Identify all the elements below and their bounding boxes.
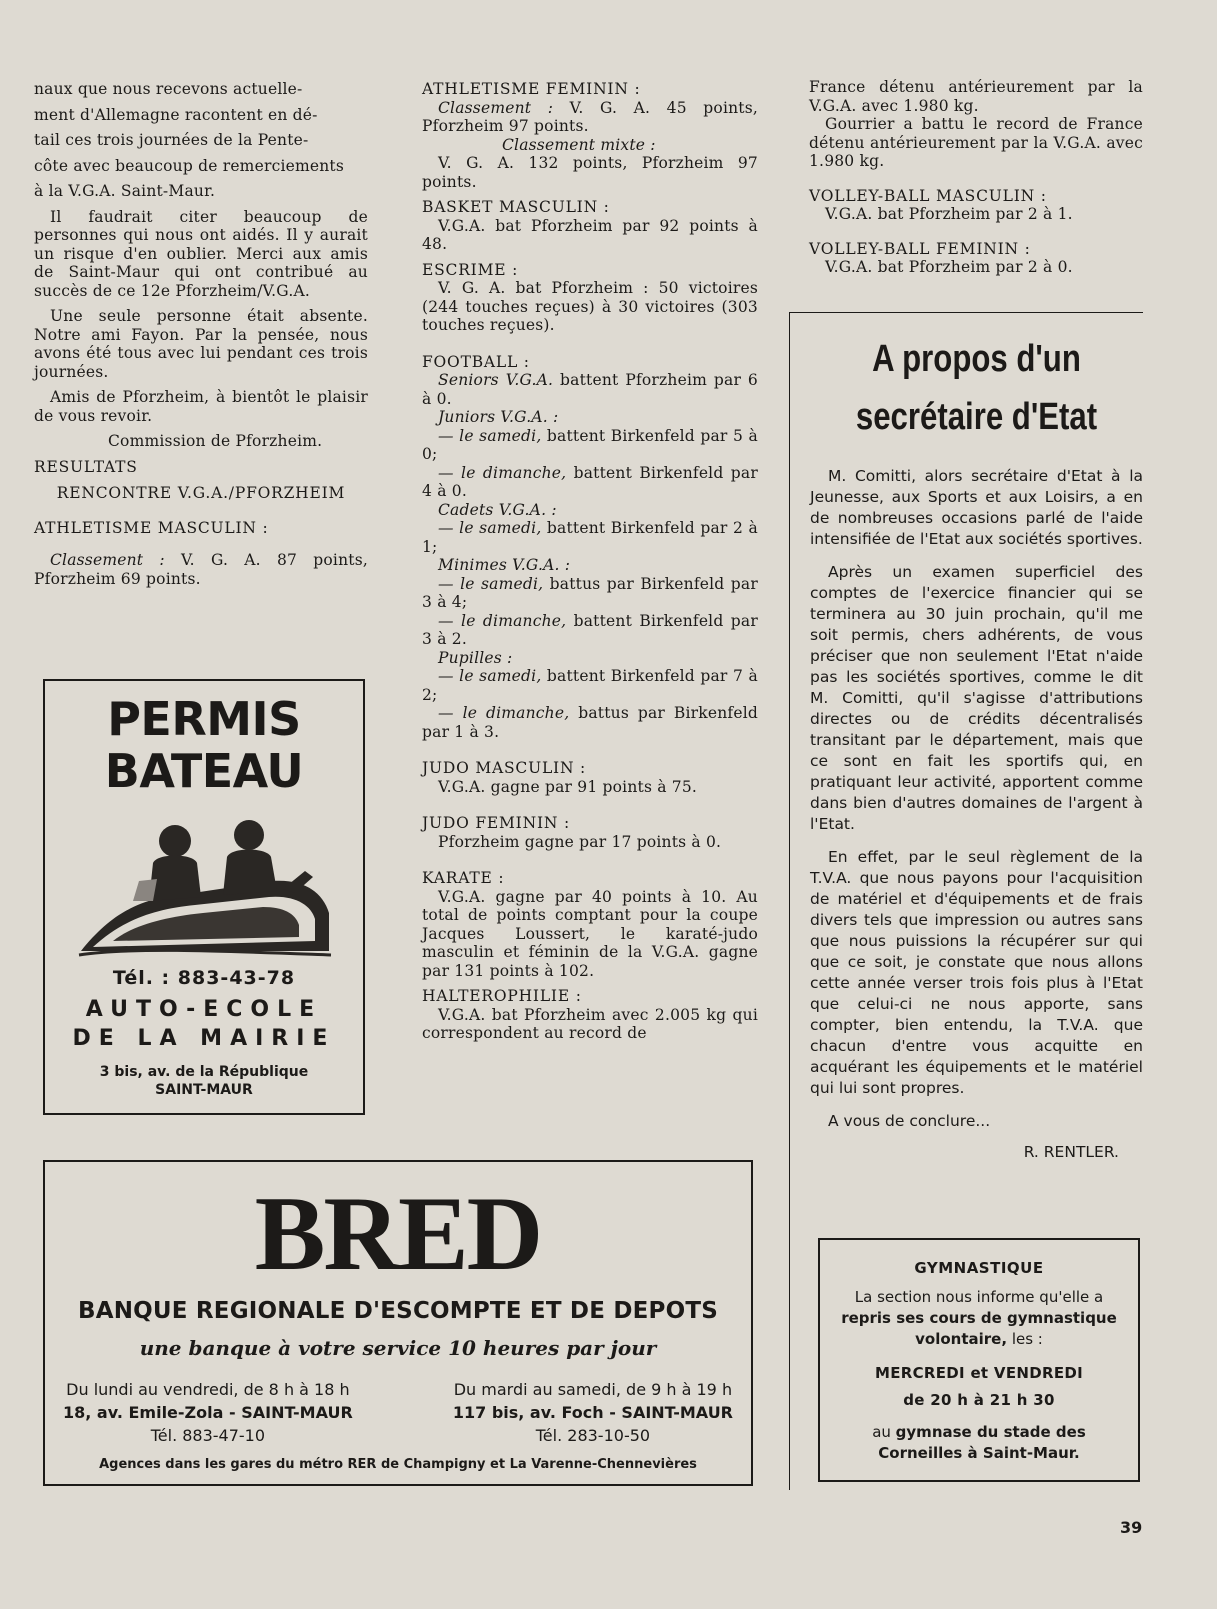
volley-women-result: V.G.A. bat Pforzheim par 2 à 0. [825, 258, 1073, 276]
ranking-label: Classement : [438, 98, 554, 117]
ad-phone: Tél. : 883-43-78 [112, 967, 296, 989]
football-line [422, 575, 758, 612]
football-label: Cadets V.G.A. : [438, 500, 557, 519]
intro-line: côte avec beaucoup de remerciements [34, 156, 345, 175]
record-paragraph-2: Gourrier a battu le record de France détenu antérieurement par la V.G.A. avec 1.980 kg. [809, 115, 1143, 170]
football-line [422, 704, 758, 741]
bred-logo: BRED [254, 1175, 542, 1292]
football-text: battent Birkenfeld par 5 à 0; [422, 426, 758, 463]
results-subtitle: RENCONTRE V.G.A./PFORZHEIM [56, 484, 346, 502]
commission-signature: Commission de Pforzheim. [108, 432, 323, 450]
gym-title: GYMNASTIQUE [914, 1259, 1044, 1277]
branch-hours: Du mardi au samedi, de 9 h à 19 h [453, 1380, 733, 1399]
intro-paragraph [34, 80, 368, 201]
football-line [422, 667, 758, 704]
athletics-women-heading: ATHLETISME FEMININ : [422, 80, 641, 98]
intro-line: à la V.G.A. Saint-Maur. [34, 182, 216, 200]
bred-agencies: Agences dans les gares du métro RER de Champigny et La Varenne-Chennevières [99, 1457, 697, 1472]
results-title: RESULTATS [34, 457, 138, 476]
football-line [422, 649, 758, 668]
gym-venue [834, 1422, 1124, 1464]
football-text: battent Birkenfeld par 3 à 2. [422, 611, 758, 648]
ranking-text: V. G. A. 87 points, Pforzheim 69 points. [34, 551, 368, 588]
football-label: Pupilles : [438, 648, 513, 667]
mixed-ranking-text: V. G. A. 132 points, Pforzheim 97 points. [422, 154, 758, 191]
bred-branches [45, 1378, 751, 1447]
ad-city: SAINT-MAUR [155, 1082, 253, 1098]
column-3 [809, 78, 1143, 284]
article [810, 330, 1143, 1163]
fencing-result: V. G. A. bat Pforzheim : 50 victoires (244 touches reçues) à 30 victoires (303 touches reçues). [422, 279, 758, 334]
football-text: battent Pforzheim par 6 à 0. [422, 371, 758, 408]
fencing-heading: ESCRIME : [422, 260, 519, 279]
article-paragraph: M. Comitti, alors secrétaire d'Etat à la Jeunesse, aux Sports et aux Loisirs, a en de nombreuses occasions parlé de l'aide intensifiée de l'Etat aux sociétés sportives. [810, 467, 1143, 548]
gymnastics-notice [818, 1238, 1140, 1482]
permis-bateau-ad [43, 679, 365, 1115]
branch-address: 117 bis, av. Foch - SAINT-MAUR [452, 1403, 733, 1422]
karate-result: V.G.A. gagne par 40 points à 10. Au total de points comptant pour la coupe Jacques Loussert, le karaté-judo masculin et féminin de la V.G.A. gagne par 131 points à 102. [422, 887, 758, 980]
page-number: 39 [1120, 1518, 1143, 1537]
gym-venue-b: gymnase du stade des Corneilles à Saint-Maur. [878, 1423, 1086, 1462]
volley-men-heading: VOLLEY-BALL MASCULIN : [809, 186, 1047, 205]
thanks-paragraph: Il faudrait citer beaucoup de personnes qui nous ont aidés. Il y aurait un risque d'en oublier. Merci aux amis de Saint-Maur qui ont contribué au succès de ce 12e Pforzheim/V.G.A. [34, 207, 368, 300]
football-line [422, 501, 758, 520]
judo-men-result: V.G.A. gagne par 91 points à 75. [438, 777, 698, 796]
branch-phone: Tél. 883-47-10 [150, 1426, 266, 1445]
judo-women-heading: JUDO FEMININ : [422, 814, 570, 832]
judo-women-result: Pforzheim gagne par 17 points à 0. [438, 832, 722, 851]
football-line [422, 556, 758, 575]
football-line [422, 519, 758, 556]
branch-address: 18, av. Emile-Zola - SAINT-MAUR [63, 1403, 353, 1422]
intro-line: ment d'Allemagne racontent en dé- [34, 105, 318, 124]
football-text: battent Birkenfeld par 4 à 0. [422, 463, 758, 500]
bred-full-name: BANQUE REGIONALE D'ESCOMPTE ET DE DEPOTS [77, 1298, 719, 1324]
mixed-ranking-label: Classement mixte : [502, 135, 656, 154]
bred-tagline: une banque à votre service 10 heures par jour [139, 1336, 657, 1360]
weightlifting-result: V.G.A. bat Pforzheim avec 2.005 kg qui correspondent au record de [422, 1005, 758, 1042]
article-top-rule [789, 312, 1143, 313]
football-label: — le samedi, [438, 574, 544, 593]
football-line [422, 612, 758, 649]
ad-title-bateau: BATEAU [104, 744, 304, 798]
column-2 [422, 80, 758, 1050]
article-paragraph: A vous de conclure... [828, 1112, 991, 1130]
gym-venue-a: au [872, 1423, 896, 1441]
bred-bank-ad [43, 1160, 753, 1486]
ranking-text: V. G. A. 45 points, Pforzheim 97 points. [422, 98, 758, 135]
karate-heading: KARATE : [422, 869, 505, 887]
football-label: Seniors V.G.A. [438, 371, 554, 389]
athletics-men-result [34, 551, 368, 588]
basket-heading: BASKET MASCULIN : [422, 198, 610, 216]
gym-text-a: La section nous informe qu'elle a [854, 1288, 1104, 1306]
article-paragraph: Après un examen superficiel des comptes de l'exercice financier qui se terminera au 30 juin prochain, qu'il me soit permis, chers adhérents, de vous préciser que non seulement l'Etat n'aide pas les sociétés sportives, comme le dit M. Comitti, qu'il s'agisse d'attributions directes ou de crédits décentralisés transitant par le département, mais que ce sont en fait les sportifs qui, en pratiquant leur activité, apportent comme dans bien d'autres domaines de l'argent à l'Etat. [810, 563, 1143, 833]
football-label: — le dimanche, [438, 704, 570, 722]
gym-hours: de 20 h à 21 h 30 [903, 1391, 1055, 1409]
basket-result: V.G.A. bat Pforzheim par 92 points à 48. [422, 216, 758, 253]
branch-phone: Tél. 283-10-50 [535, 1426, 651, 1445]
volley-women-heading: VOLLEY-BALL FEMININ : [809, 239, 1031, 258]
football-line [422, 408, 758, 427]
bred-branch [453, 1378, 733, 1447]
ad-address: 3 bis, av. de la République [99, 1064, 309, 1080]
article-side-rule [789, 312, 790, 1490]
football-line [422, 371, 758, 408]
branch-hours: Du lundi au vendredi, de 8 h à 18 h [66, 1380, 350, 1399]
football-text: battus par Birkenfeld par 3 à 4; [422, 574, 758, 611]
football-text: battus par Birkenfeld par 1 à 3. [422, 704, 758, 741]
intro-line: naux que nous recevons actuelle- [34, 80, 303, 98]
volley-men-result: V.G.A. bat Pforzheim par 2 à 1. [825, 205, 1073, 223]
athletics-women-result [422, 99, 758, 136]
football-label: — le samedi, [438, 519, 542, 537]
football-line [422, 427, 758, 464]
weightlifting-heading: HALTEROPHILIE : [422, 987, 582, 1005]
gym-announcement [834, 1287, 1124, 1350]
football-line [422, 464, 758, 501]
judo-men-heading: JUDO MASCULIN : [422, 759, 587, 777]
ranking-label: Classement : [50, 551, 165, 569]
gym-text-b: repris ses cours de gymnastique volontaire, [841, 1309, 1117, 1348]
gym-days: MERCREDI et VENDREDI [874, 1364, 1084, 1382]
football-text: battent Birkenfeld par 2 à 1; [422, 519, 758, 556]
football-label: Juniors V.G.A. : [438, 408, 559, 426]
intro-line: tail ces trois journées de la Pente- [34, 131, 309, 149]
football-heading: FOOTBALL : [422, 352, 530, 371]
gym-text-c: les : [1007, 1330, 1043, 1348]
bred-branch [63, 1378, 353, 1447]
article-signature: R. RENTLER. [1023, 1143, 1119, 1161]
farewell-paragraph: Amis de Pforzheim, à bientôt le plaisir de vous revoir. [34, 388, 368, 425]
article-paragraph: En effet, par le seul règlement de la T.V.A. que nous payons pour l'acquisition de matériel et d'équipements et de frais divers tels que impression ou autres sans que nous puissions la récupérer sur qui que ce soit, je constate que nous allons cette année verser trois fois plus à l'Etat que celui-ci ne nous apporte, sans compter, bien entendu, la T.V.A. que chacun d'entre vous acquitte en acquérant les équipements et le matériel qui lui sont propres. [810, 848, 1143, 1097]
football-results [422, 371, 758, 741]
athletics-men-heading: ATHLETISME MASCULIN : [34, 518, 269, 537]
football-label: — le dimanche, [438, 611, 567, 630]
football-label: Minimes V.G.A. : [438, 556, 571, 574]
football-label: — le dimanche, [438, 463, 567, 482]
record-paragraph-1: France détenu antérieurement par la V.G.A. avec 1.980 kg. [809, 78, 1143, 115]
article-title: A propos d'un secrétaire d'Etat [855, 338, 1098, 438]
football-text: battent Birkenfeld par 7 à 2; [422, 667, 758, 704]
ad-school-line2: DE LA MAIRIE [72, 1026, 336, 1051]
football-label: — le samedi, [438, 426, 542, 445]
ad-school-line1: AUTO-ECOLE [85, 997, 323, 1022]
football-label: — le samedi, [438, 667, 542, 685]
boat-illustration [73, 801, 335, 961]
absent-paragraph: Une seule personne était absente. Notre ami Fayon. Par la pensée, nous avons été tous avec lui pendant ces trois journées. [34, 307, 368, 381]
ad-title-permis: PERMIS [107, 692, 301, 746]
column-1 [34, 80, 368, 595]
